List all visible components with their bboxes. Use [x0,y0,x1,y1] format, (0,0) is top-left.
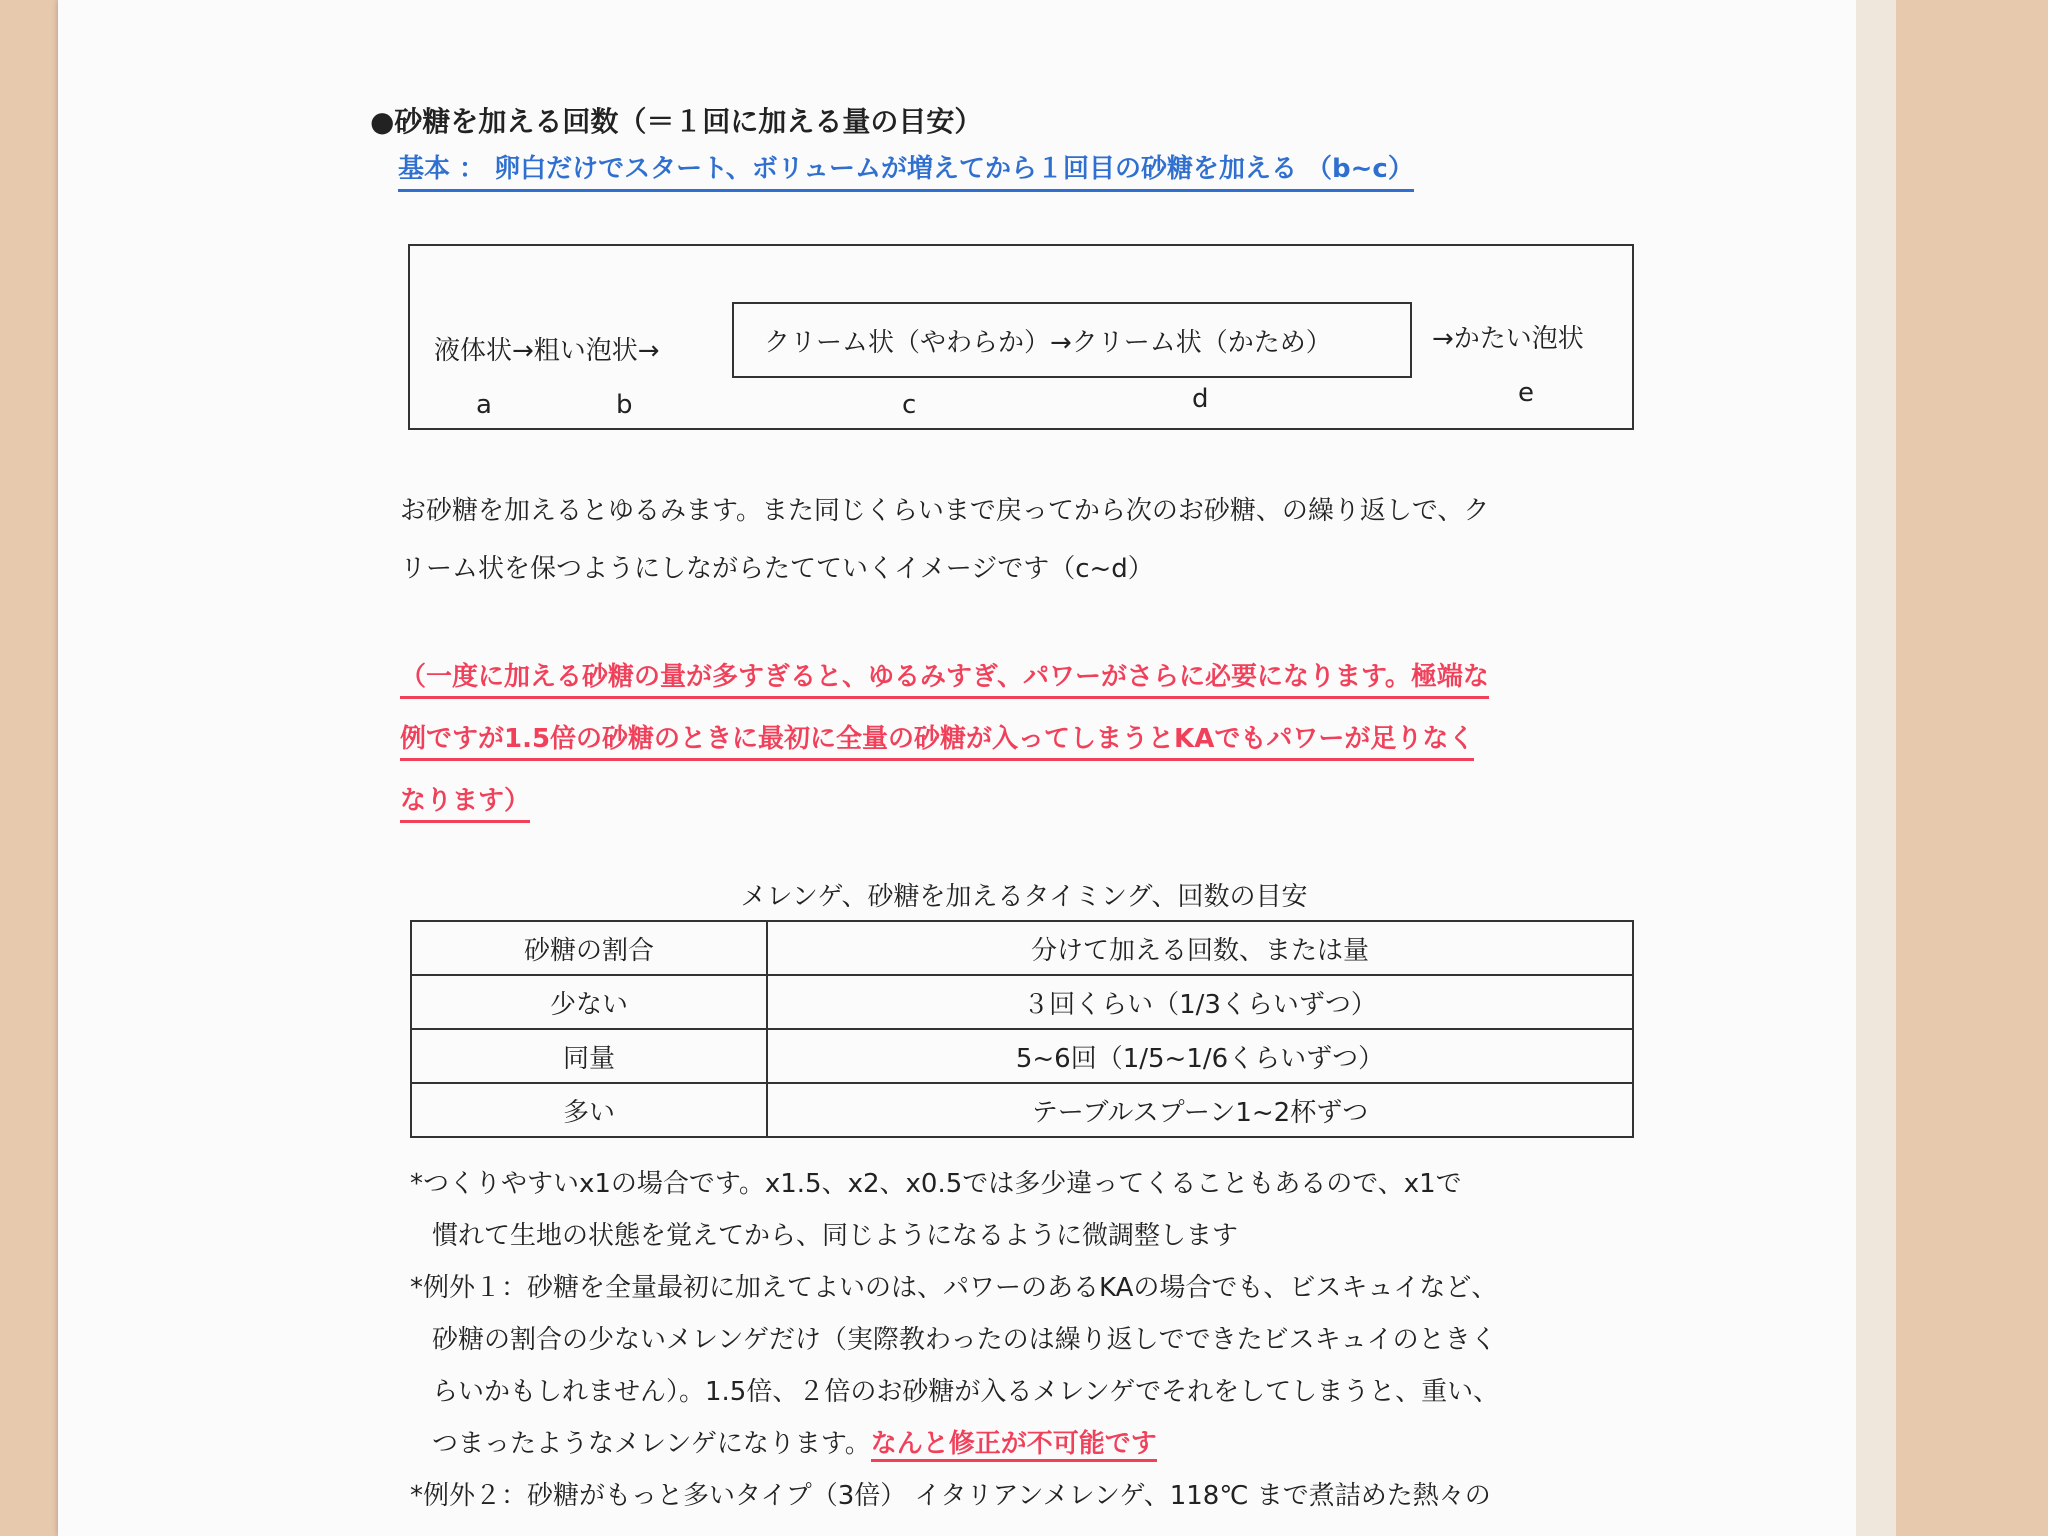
warning-line: なります） [400,786,530,823]
note-line: *例外２：砂糖がもっと多いタイプ（3倍） イタリアンメレンゲ、118℃ まで煮詰めた熱々の [410,1481,1491,1511]
stage-label-b: b [616,390,633,420]
table-cell: テーブルスプーン1~2杯ずつ [767,1083,1633,1137]
section-heading: ●砂糖を加える回数（＝１回に加える量の目安） [370,105,983,138]
page-edge [1856,0,1896,1536]
diagram-inner-text: クリーム状（やわらか）→クリーム状（かため） [764,328,1332,358]
stage-label-c: c [902,390,917,420]
stage-label-e: e [1518,378,1534,408]
stage-label-d: d [1192,384,1209,414]
table-cell: 少ない [411,975,767,1029]
table-row [411,975,1633,1029]
paragraph-line: お砂糖を加えるとゆるみます。また同じくらいまで戻ってから次のお砂糖、の繰り返しで、ク [400,496,1490,526]
warning-line: 例ですが1.5倍の砂糖のときに最初に全量の砂糖が入ってしまうとKAでもパワーが足りなく [400,724,1474,761]
table-cell: 5~6回（1/5~1/6くらいずつ） [767,1029,1633,1083]
table-header-cell: 分けて加える回数、または量 [767,921,1633,975]
warning-note [400,646,1680,832]
note-line: 砂糖の割合の少ないメレンゲだけ（実際教わったのは繰り返しでできたビスキュイのときく [432,1325,1497,1355]
sugar-timing-table [410,920,1634,1138]
table-row [411,1083,1633,1137]
table-row [411,1029,1633,1083]
note-line: *つくりやすいx1の場合です。x1.5、x2、x0.5では多少違ってくることもあるので、x1で [410,1169,1462,1199]
note-text: つまったようなメレンゲになります。 [432,1429,871,1459]
notes-section [410,1158,1680,1522]
table-cell: 多い [411,1083,767,1137]
table-cell: ３回くらい（1/3くらいずつ） [767,975,1633,1029]
diagram-right-text: →かたい泡状 [1432,324,1584,354]
note-line [410,1418,1680,1470]
basic-rule: 基本 ： 卵白だけでスタート、ボリュームが増えてから１回目の砂糖を加える （b~c） [398,148,1414,192]
warning-line: （一度に加える砂糖の量が多すぎると、ゆるみすぎ、パワーがさらに必要になります。極端な [400,662,1489,699]
note-line: 慣れて生地の状態を覚えてから、同じようになるように微調整します [432,1221,1239,1251]
table-header-row [411,921,1633,975]
table-cell: 同量 [411,1029,767,1083]
table-header-cell: 砂糖の割合 [411,921,767,975]
note-line: *例外１：砂糖を全量最初に加えてよいのは、パワーのあるKAの場合でも、ビスキュイなど、 [410,1273,1498,1303]
note-highlight: なんと修正が不可能です [871,1429,1157,1462]
diagram-left-text: 液体状→粗い泡状→ [434,336,660,366]
stage-label-a: a [476,390,492,420]
explanation-paragraph [400,482,1680,598]
note-line: らいかもしれません）。1.5倍、２倍のお砂糖が入るメレンゲでそれをしてしまうと、重い、 [432,1377,1500,1407]
table-caption: メレンゲ、砂糖を加えるタイミング、回数の目安 [740,882,1308,912]
paragraph-line: リーム状を保つようにしながらたてていくイメージです（c~d） [400,554,1154,584]
